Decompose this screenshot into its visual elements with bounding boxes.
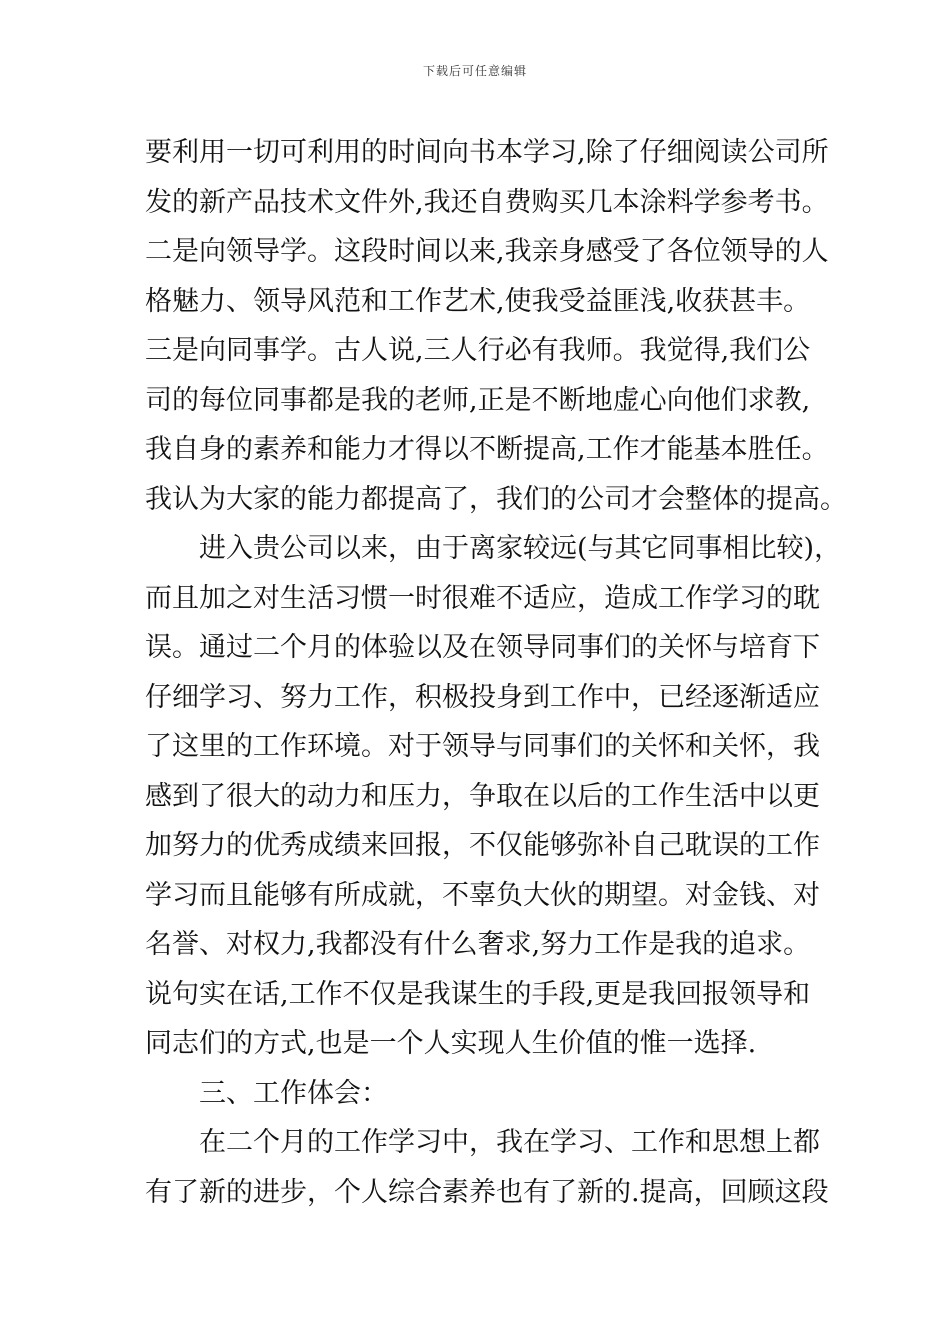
paragraph-start-line: 在二个月的工作学习中，我在学习、工作和思想上都 <box>199 1127 820 1158</box>
text-line: 我认为大家的能力都提高了，我们的公司才会整体的提高。 <box>145 483 847 515</box>
text-line: 仔细学习、努力工作，积极投身到工作中，已经逐渐适应 <box>145 681 820 713</box>
text-line: 而且加之对生活习惯一时很难不适应，造成工作学习的耽 <box>145 582 820 614</box>
text-line: 三是向同事学。古人说,三人行必有我师。我觉得,我们公 <box>145 335 811 366</box>
text-line: 名誉、对权力,我都没有什么奢求,努力工作是我的追求。 <box>145 929 811 960</box>
text-line: 误。通过二个月的体验以及在领导同事们的关怀与培育下 <box>145 632 820 663</box>
text-line: 二是向领导学。这段时间以来,我亲身感受了各位领导的人 <box>145 236 829 267</box>
text-line: 说句实在话,工作不仅是我谋生的手段,更是我回报领导和 <box>145 978 811 1010</box>
text-line: 有了新的进步，个人综合素养也有了新的.提高，回顾这段 <box>145 1176 829 1208</box>
paragraph-start-line: 进入贵公司以来，由于离家较远(与其它同事相比较)， <box>199 533 842 564</box>
text-line: 加努力的优秀成绩来回报，不仅能够弥补自己耽误的工作 <box>145 830 820 861</box>
text-line: 发的新产品技术文件外,我还自费购买几本涂料学参考书。 <box>145 186 829 218</box>
document-body <box>145 128 847 1217</box>
text-line: 同志们的方式,也是一个人实现人生价值的惟一选择. <box>145 1028 757 1059</box>
text-line: 我自身的素养和能力才得以不断提高,工作才能基本胜任。 <box>145 434 829 465</box>
text-line: 司的每位同事都是我的老师,正是不断地虚心向他们求教, <box>145 384 811 416</box>
text-line: 要利用一切可利用的时间向书本学习,除了仔细阅读公司所 <box>145 137 829 168</box>
section-heading: 三、工作体会： <box>199 1077 388 1109</box>
page-header: 下载后可任意编辑 <box>422 64 527 78</box>
text-line: 了这里的工作环境。对于领导与同事们的关怀和关怀，我 <box>145 731 820 762</box>
text-line: 学习而且能够有所成就，不辜负大伙的期望。对金钱、对 <box>145 879 820 911</box>
text-line: 感到了很大的动力和压力，争取在以后的工作生活中以更 <box>145 780 820 812</box>
text-line: 格魅力、领导风范和工作艺术,使我受益匪浅,收获甚丰。 <box>145 285 811 317</box>
